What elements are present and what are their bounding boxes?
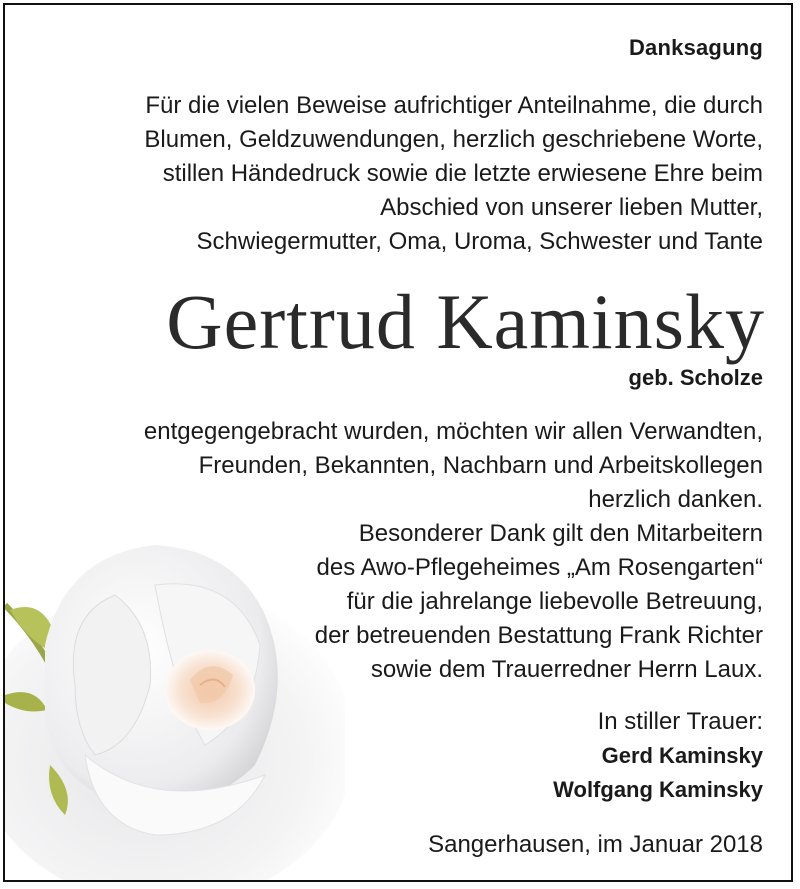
body-line: sowie dem Trauerredner Herrn Laux. bbox=[370, 656, 763, 683]
intro-line: Für die vielen Beweise aufrichtiger Anteilnahme, die durch bbox=[145, 92, 763, 119]
heading: Danksagung bbox=[628, 35, 763, 60]
intro-line: stillen Händedruck sowie die letzte erwiesene Ehre beim bbox=[162, 160, 763, 187]
place-date: Sangerhausen, im Januar 2018 bbox=[428, 831, 763, 858]
mourner-name: Gerd Kaminsky bbox=[601, 743, 763, 768]
intro-line: Blumen, Geldzuwendungen, herzlich geschriebene Worte, bbox=[144, 126, 763, 153]
intro-line: Schwiegermutter, Oma, Uroma, Schwester und Tante bbox=[196, 228, 763, 255]
obituary-card bbox=[3, 3, 793, 882]
mourner-name: Wolfgang Kaminsky bbox=[553, 777, 763, 802]
intro-paragraph bbox=[144, 89, 763, 259]
mourners-block bbox=[553, 705, 763, 807]
body-line: für die jahrelange liebevolle Betreuung, bbox=[346, 588, 763, 615]
body-line: entgegengebracht wurden, möchten wir allen Verwandten, bbox=[143, 418, 763, 445]
intro-line: Abschied von unserer lieben Mutter, bbox=[380, 194, 763, 221]
maiden-name: geb. Scholze bbox=[628, 365, 763, 390]
deceased-name: Gertrud Kaminsky bbox=[166, 278, 765, 365]
body-line: herzlich danken. bbox=[588, 486, 763, 513]
mourning-label: In stiller Trauer: bbox=[597, 708, 763, 735]
body-line: der betreuenden Bestattung Frank Richter bbox=[314, 622, 763, 649]
thanks-paragraph bbox=[144, 415, 763, 687]
body-line: Besonderer Dank gilt den Mitarbeitern bbox=[358, 520, 763, 547]
body-line: Freunden, Bekannten, Nachbarn und Arbeitskollegen bbox=[198, 452, 763, 479]
body-line: des Awo-Pflegeheimes „Am Rosengarten“ bbox=[316, 554, 763, 581]
